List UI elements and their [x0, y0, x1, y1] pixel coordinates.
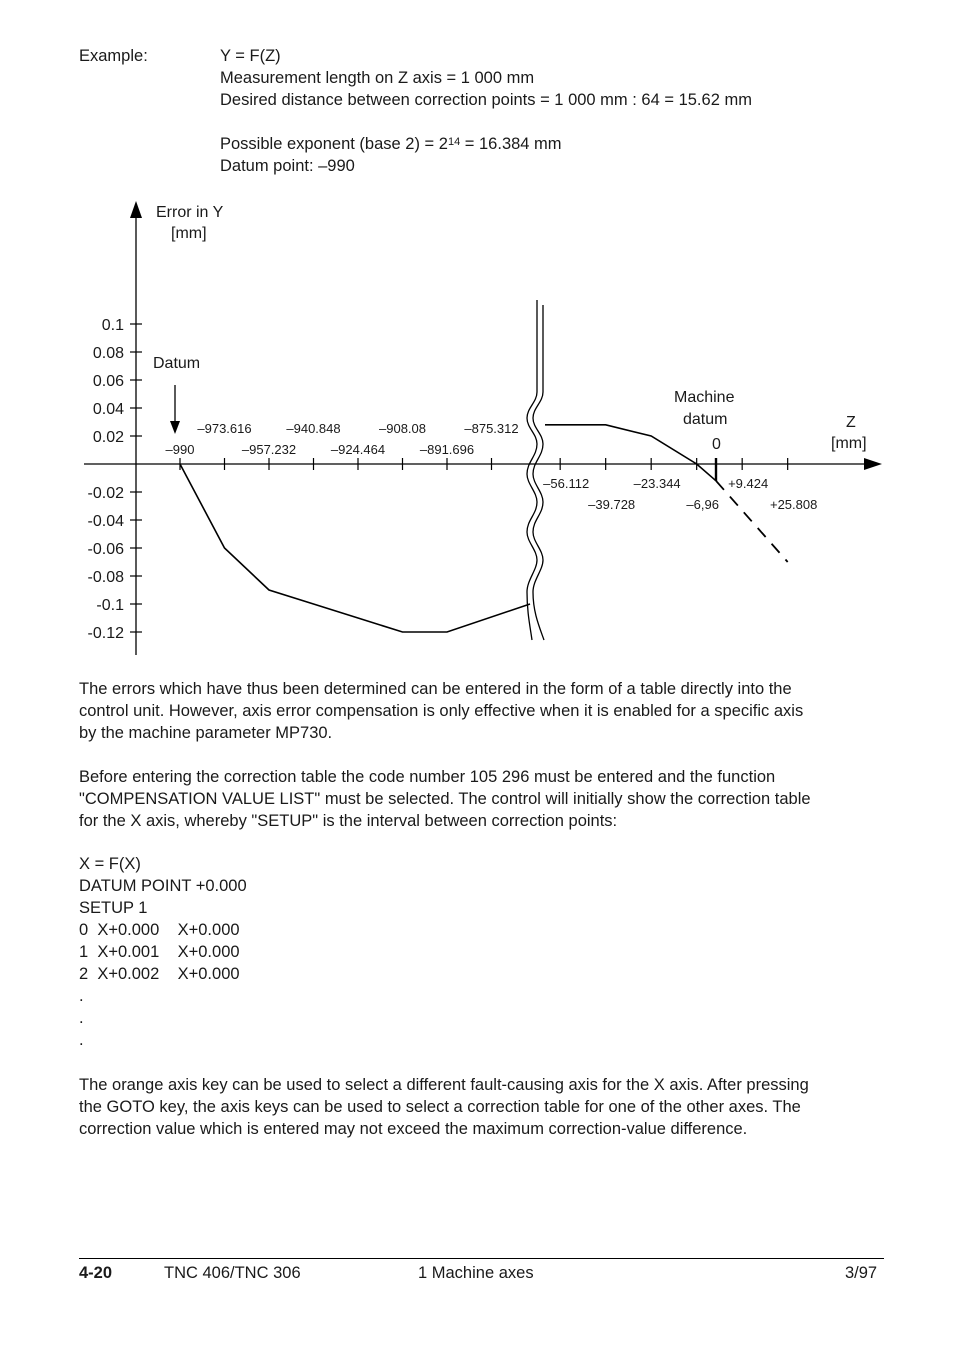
correction-table-listing	[79, 853, 879, 1051]
series-right-line	[545, 425, 716, 481]
footer-chapter: 1 Machine axes	[418, 1264, 534, 1282]
paragraph-line: for the X axis, whereby "SETUP" is the interval between correction points:	[79, 812, 618, 830]
footer-product: TNC 406/TNC 306	[164, 1264, 301, 1282]
footer-page-number: 4-20	[79, 1264, 113, 1282]
machine-datum-label-line2: datum	[683, 411, 728, 428]
x-tick-label: –990	[165, 442, 195, 457]
x-tick-label: +25.808	[769, 497, 818, 512]
exponent-suffix: = 16.384 mm	[460, 135, 562, 153]
x-tick-label: –924.464	[330, 442, 386, 457]
y-ticks	[88, 317, 142, 642]
x-ticks	[166, 421, 818, 512]
x-axis-label-line2: [mm]	[831, 435, 867, 452]
y-tick-label: -0.1	[96, 597, 124, 614]
y-tick-label: 0.04	[92, 401, 124, 418]
paragraph-line: The orange axis key can be used to select a different fault-causing axis for the X axis. After pressing	[79, 1076, 809, 1094]
listing-line: .	[79, 987, 84, 1005]
machine-datum-zero: 0	[712, 436, 721, 453]
axis-break-right	[533, 305, 544, 640]
x-tick-label: –56.112	[543, 476, 590, 491]
example-label: Example:	[79, 47, 148, 65]
paragraph-line: The errors which have thus been determined can be entered in the form of a table directly into the	[79, 680, 792, 698]
example-line-datum: Datum point: –990	[220, 157, 355, 175]
error-chart	[0, 0, 954, 670]
y-axis-label-line1: Error in Y	[156, 204, 224, 221]
exponent-power: 14	[447, 136, 461, 148]
listing-line: .	[79, 1031, 84, 1049]
footer-date: 3/97	[845, 1264, 878, 1282]
datum-arrow-head	[170, 421, 180, 434]
exponent-prefix: Possible exponent (base 2) = 2	[220, 135, 448, 153]
x-tick-label: –891.696	[419, 442, 475, 457]
y-tick-label: 0.1	[101, 317, 124, 334]
paragraph-error-entry	[79, 678, 879, 744]
x-tick-label: –940.848	[286, 421, 341, 436]
listing-line: 0 X+0.000 X+0.000	[79, 921, 240, 939]
datum-label: Datum	[153, 355, 201, 372]
listing-line: 2 X+0.002 X+0.000	[79, 965, 240, 983]
y-tick-label: -0.02	[87, 485, 124, 502]
y-tick-label: 0.02	[92, 429, 124, 446]
paragraph-line: the GOTO key, the axis keys can be used to select a correction table for one of the other axes. The	[79, 1098, 801, 1116]
x-tick-label: –23.344	[633, 476, 681, 491]
paragraph-code-number	[79, 766, 879, 832]
listing-line: 1 X+0.001 X+0.000	[79, 943, 240, 961]
example-line-length: Measurement length on Z axis = 1 000 mm	[220, 69, 535, 87]
series-right-dashed-line	[716, 481, 788, 562]
x-tick-label: –957.232	[241, 442, 297, 457]
paragraph-line: Before entering the correction table the code number 105 296 must be entered and the function	[79, 768, 776, 786]
x-tick-label: –6,96	[686, 497, 719, 512]
y-tick-label: 0.06	[92, 373, 124, 390]
paragraph-line: control unit. However, axis error compensation is only effective when it is enabled for a specific axis	[79, 702, 804, 720]
paragraph-line: "COMPENSATION VALUE LIST" must be selected. The control will initially show the correction table	[79, 790, 811, 808]
paragraph-axis-key	[79, 1074, 879, 1140]
y-tick-label: 0.08	[92, 345, 124, 362]
axis-break-left	[527, 300, 537, 640]
y-tick-label: -0.08	[87, 569, 124, 586]
x-axis-label-line1: Z	[846, 414, 856, 431]
y-tick-label: -0.12	[87, 625, 124, 642]
listing-line: X = F(X)	[79, 855, 141, 873]
x-tick-label: –39.728	[588, 497, 636, 512]
listing-line: SETUP 1	[79, 899, 148, 917]
y-tick-label: -0.04	[87, 513, 124, 530]
series-left-line	[180, 464, 530, 632]
y-axis-label-line2: [mm]	[171, 225, 207, 242]
machine-datum-label-line1: Machine	[674, 389, 735, 406]
x-tick-label: –908.08	[379, 421, 426, 436]
example-line-formula: Y = F(Z)	[220, 47, 281, 65]
y-tick-label: -0.06	[87, 541, 124, 558]
x-tick-label: –973.616	[197, 421, 252, 436]
footer-rule	[79, 1258, 884, 1259]
x-tick-label: +9.424	[728, 476, 769, 491]
listing-line: .	[79, 1009, 84, 1027]
x-axis-arrow	[864, 458, 882, 470]
listing-line: DATUM POINT +0.000	[79, 877, 247, 895]
paragraph-line: correction value which is entered may not exceed the maximum correction-value difference.	[79, 1120, 748, 1138]
x-tick-label: –875.312	[464, 421, 519, 436]
paragraph-line: by the machine parameter MP730.	[79, 724, 333, 742]
example-line-distance: Desired distance between correction points = 1 000 mm : 64 = 15.62 mm	[220, 91, 752, 109]
y-axis-arrow	[130, 201, 142, 218]
